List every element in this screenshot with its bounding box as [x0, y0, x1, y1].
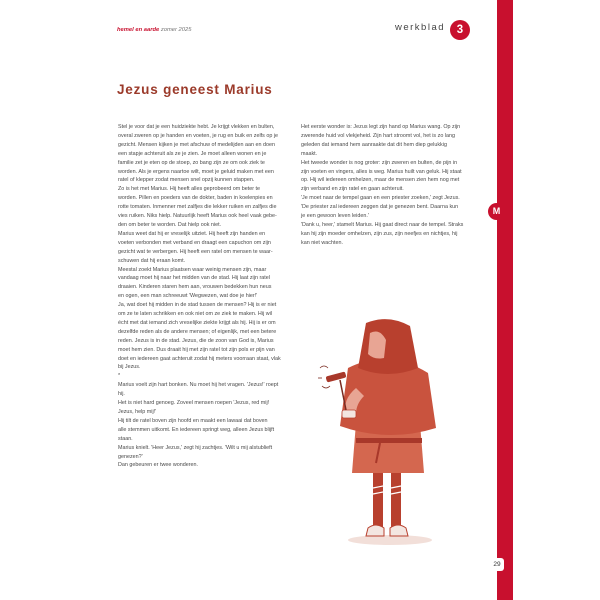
story-line: geleden dat iemand hem aanraakte dat dit hem diep gelukkig	[301, 141, 447, 148]
header-brand	[117, 27, 191, 33]
story-column-right	[301, 123, 486, 248]
story-line: draaien. Kinderen staren hem aan, vrouwen bedekken hun neus	[118, 284, 272, 291]
story-line: een stapje achteruit als ze je zien. Je moet alleen wonen en je	[118, 150, 267, 157]
story-line: zijn voeten en vingers, alles is weg. Marius huilt van geluk. Hij staat	[301, 168, 462, 175]
story-line: Hij tilt de ratel boven zijn hoofd en maakt een lawaai dat boven	[118, 417, 268, 424]
story-line: overal zweren op je handen en voeten, je rug en buik en zelfs op je	[118, 132, 279, 139]
werkblad-label: werkblad	[395, 22, 446, 33]
story-line: bij Jezus.	[118, 364, 141, 371]
story-line: Ja, wat doet hij midden in de stad tussen de mensen? Hij is er niet	[118, 302, 277, 309]
werkblad-number-badge: 3	[450, 20, 470, 40]
story-line: Het eerste wonder is: Jezus legt zijn hand op Marius wang. Op zijn	[301, 124, 461, 130]
story-line: Marius knielt. 'Heer Jezus,' zegt hij zachtjes. 'Wilt u mij alstublieft	[118, 444, 273, 451]
red-sidebar	[497, 0, 513, 600]
story-line: gezicht wat te verbergen. Hij heeft een ratel om mensen te waar-	[118, 248, 273, 255]
story-line: worden. Als je ergens naartoe wilt, moet je geluid maken met een	[118, 168, 274, 175]
story-line: écht met dat iemand zich vreselijke ziekte krijgt als hij. Hij is er om	[118, 319, 276, 326]
story-line: genezen?'	[118, 453, 143, 460]
story-line: alle stemmen uitkomt. En iedereen springt weg, alleen Jezus blijft	[118, 426, 275, 433]
story-line: gezicht. Mensen kijken je met afschuw of medelijden aan en doen	[118, 141, 276, 148]
story-line: kan hij zijn moeder omhelzen, zijn zus, zijn neefjes en nichtjes, hij	[301, 230, 458, 237]
story-line: en ogen, een man schreeuwt 'Wegwezen, wat doe je hier!'	[118, 293, 258, 300]
story-line: maakt.	[301, 150, 318, 157]
story-title: Jezus geneest Marius	[117, 82, 273, 97]
hooded-man-with-rattle-icon	[318, 318, 448, 548]
story-line: om ze te laten schrikken en ook niet om ze ziek te maken. Hij wil	[118, 311, 272, 318]
story-line: 'Je moet naar de tempel gaan en een priester zoeken,' zegt Jezus.	[301, 195, 460, 202]
season-label: zomer 2025	[160, 27, 192, 33]
story-column-left	[118, 123, 293, 470]
story-line: dezelfde reden als de andere mensen; of eigenlijk, met een betere	[118, 328, 277, 335]
story-line: Dan gebeuren er twee wonderen.	[118, 462, 199, 469]
story-line: familie zet je eten op de stoep, zo bang zijn ze om ook ziek te	[118, 159, 265, 166]
story-line: zijn verband en zijn ratel en gaan achteruit.	[301, 186, 404, 193]
story-line: den om beter te worden. Dat hielp ook niet.	[118, 221, 222, 228]
story-line: Zo is het met Marius. Hij heeft alles geprobeerd om beter te	[118, 186, 261, 193]
story-line: vies ruiken. Niks hielp. Natuurlijk heeft Marius ook heel vaak gebe-	[118, 213, 277, 220]
story-line: *	[118, 373, 121, 380]
story-line: worden. Pillen en poeders van de dokter, baden in koelenpies en	[118, 195, 273, 202]
story-line: staan.	[118, 435, 133, 442]
story-line: kan niet wachten.	[301, 239, 343, 246]
story-line: Jezus, help mij!'	[118, 409, 157, 415]
page-number: 29	[490, 558, 504, 571]
story-line: doet en iedereen gaat achteruit zodat hij meters voorraan staat, vlak	[118, 355, 281, 362]
story-line: op. Hij wil iedereen omhelzen, maar de mensen zien hem nog met	[301, 177, 460, 184]
story-line: Marius weet dat hij er vreselijk uitziet. Hij heeft zijn handen en	[118, 230, 266, 237]
story-line: Marius voelt zijn hart bonken. Nu moet hij het vragen. 'Jezus!' roept	[118, 382, 279, 389]
story-line: je een gewoon leven leiden.'	[301, 213, 369, 220]
story-line: Het is niet hard genoeg. Zoveel mensen roepen 'Jezus, red mij!	[118, 400, 270, 407]
story-line: ratel of klepper zodat mensen snel opzij kunnen stappen.	[118, 177, 255, 184]
story-line: 'Dank u, heer,' stamelt Marius. Hij gaat direct naar de tempel. Straks	[301, 221, 464, 228]
brand-name: hemel en aarde	[117, 27, 160, 33]
side-tab-marker: M	[488, 203, 505, 220]
story-line: schuwen dat hij eraan komt.	[118, 257, 186, 264]
story-line: zwerende huid vol vlekjeheid. Zijn hart stroomt vol, het is zo lang	[301, 132, 456, 139]
story-line: rotte tomaten. Inmenner met zalfjes die lekker ruiken en zalfjes die	[118, 204, 277, 211]
story-line: voeten verbonden met verband en draagt een capuchon om zijn	[118, 239, 271, 246]
story-line: vandaag moet hij naar het midden van de stad. Hij laat zijn ratel	[118, 275, 270, 282]
story-line: Het tweede wonder is nog groter: zijn zweren en bulten, de pijn in	[301, 159, 458, 166]
story-line: moet hem zien. Dus draait hij met zijn ratel tot zijn pols er pijn van	[118, 346, 275, 353]
story-line: reden. Jezus is in de stad. Jezus, die de zoon van God is, Marius	[118, 337, 274, 344]
story-line: hij.	[118, 391, 125, 398]
story-line: Stel je voor dat je een huidziekte hebt. Je krijgt vlekken en bulten,	[118, 124, 275, 130]
story-line: Meestal zoekt Marius plaatsen waar weinig mensen zijn, maar	[118, 266, 267, 273]
story-line: 'De priester zal iedereen zeggen dat je genezen bent. Daarna kun	[301, 204, 459, 211]
